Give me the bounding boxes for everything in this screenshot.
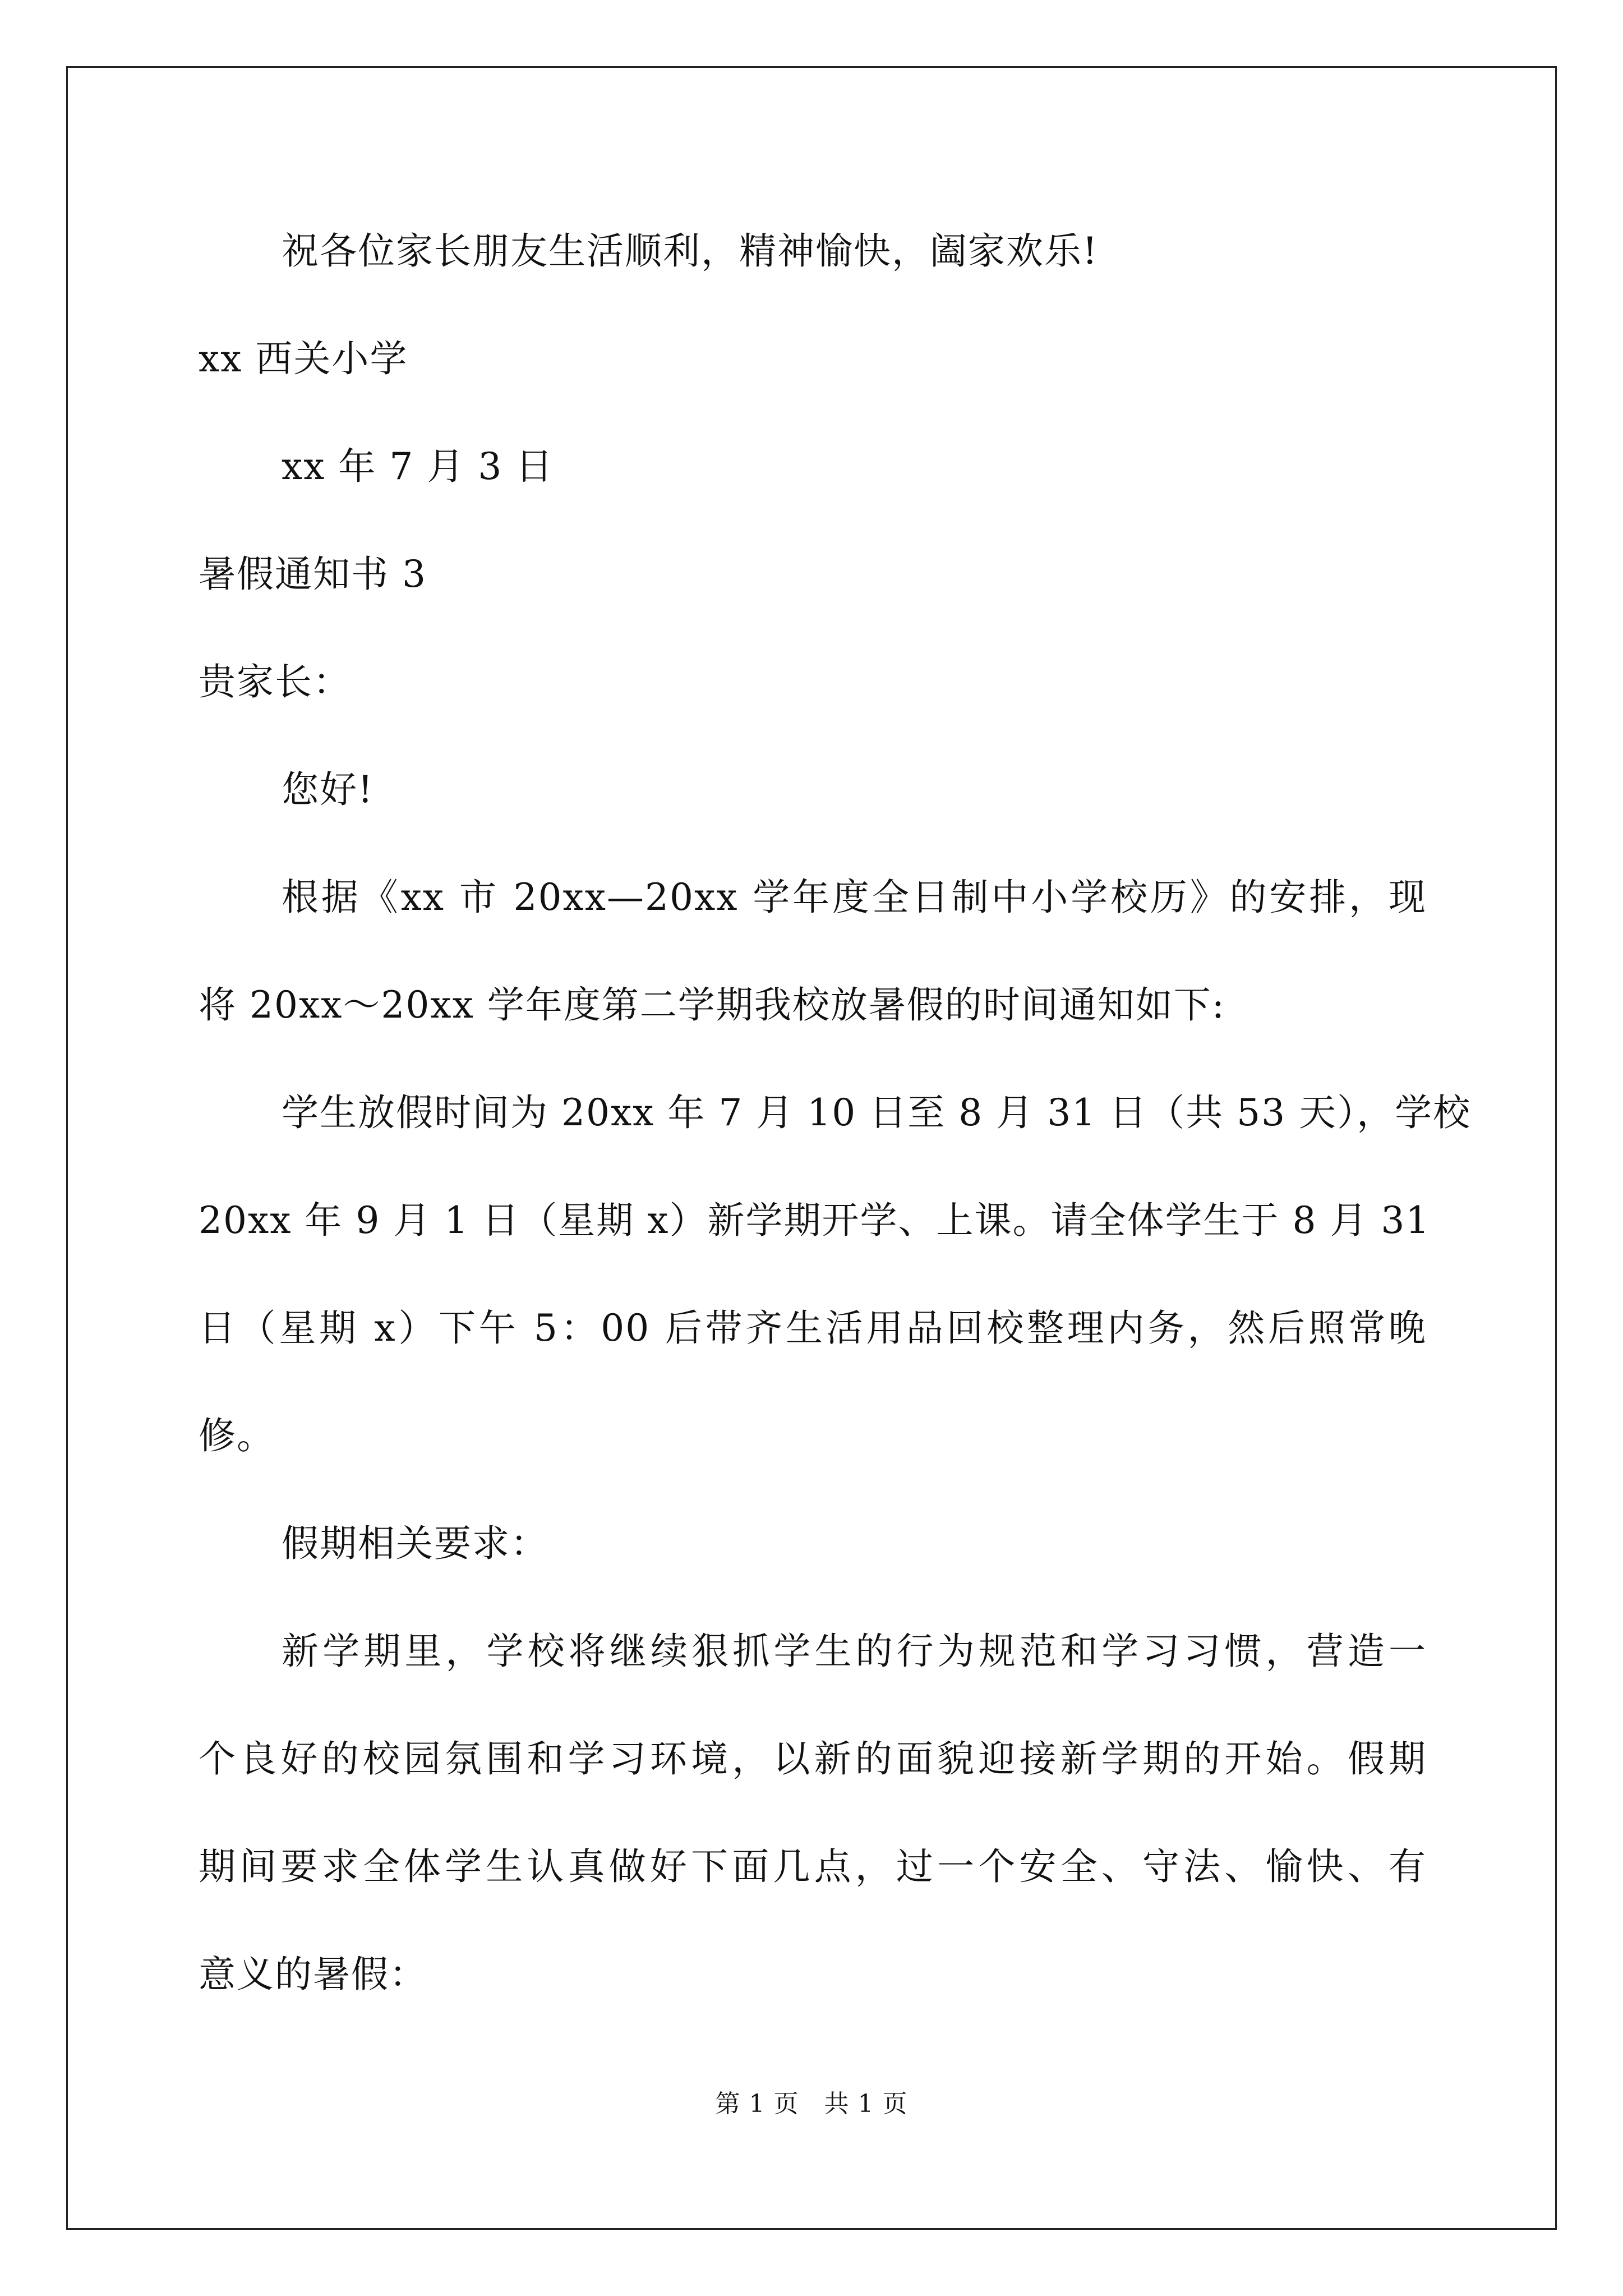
section-heading: 假期相关要求： xyxy=(282,1522,548,1565)
notice-title: 暑假通知书 3 xyxy=(199,553,427,596)
closing-wishes: 祝各位家长朋友生活顺利，精神愉快，阖家欢乐! xyxy=(282,229,1099,273)
paragraph-line: 将 20xx～20xx 学年度第二学期我校放暑假的时间通知如下: xyxy=(199,983,1226,1027)
page-number-footer: 第 1 页 共 1 页 xyxy=(715,2090,908,2118)
paragraph-line: 意义的暑假： xyxy=(199,1953,427,1996)
paragraph-line: 学生放假时间为 20xx 年 7 月 10 日至 8 月 31 日（共 53 天），学校 xyxy=(282,1091,1472,1134)
paragraph-line: 修。 xyxy=(199,1414,275,1457)
paragraph-line: 日（星期 x）下午 5：00 后带齐生活用品回校整理内务，然后照常晚 xyxy=(199,1306,1427,1350)
salutation: 贵家长： xyxy=(199,660,351,703)
date-line: xx 年 7 月 3 日 xyxy=(282,445,554,488)
paragraph-line: 20xx 年 9 月 1 日（星期 x）新学期开学、上课。请全体学生于 8 月 31 xyxy=(199,1199,1431,1242)
page-border xyxy=(66,66,1557,2230)
paragraph-line: 期间要求全体学生认真做好下面几点，过一个安全、守法、愉快、有 xyxy=(199,1845,1427,1888)
paragraph-line: 新学期里，学校将继续狠抓学生的行为规范和学习习惯，营造一 xyxy=(282,1630,1427,1673)
greeting: 您好! xyxy=(282,768,374,811)
paragraph-line: 个良好的校园氛围和学习环境，以新的面貌迎接新学期的开始。假期 xyxy=(199,1737,1427,1780)
paragraph-line: 根据《xx 市 20xx—20xx 学年度全日制中小学校历》的安排，现 xyxy=(282,876,1427,919)
school-name: xx 西关小学 xyxy=(199,337,408,380)
